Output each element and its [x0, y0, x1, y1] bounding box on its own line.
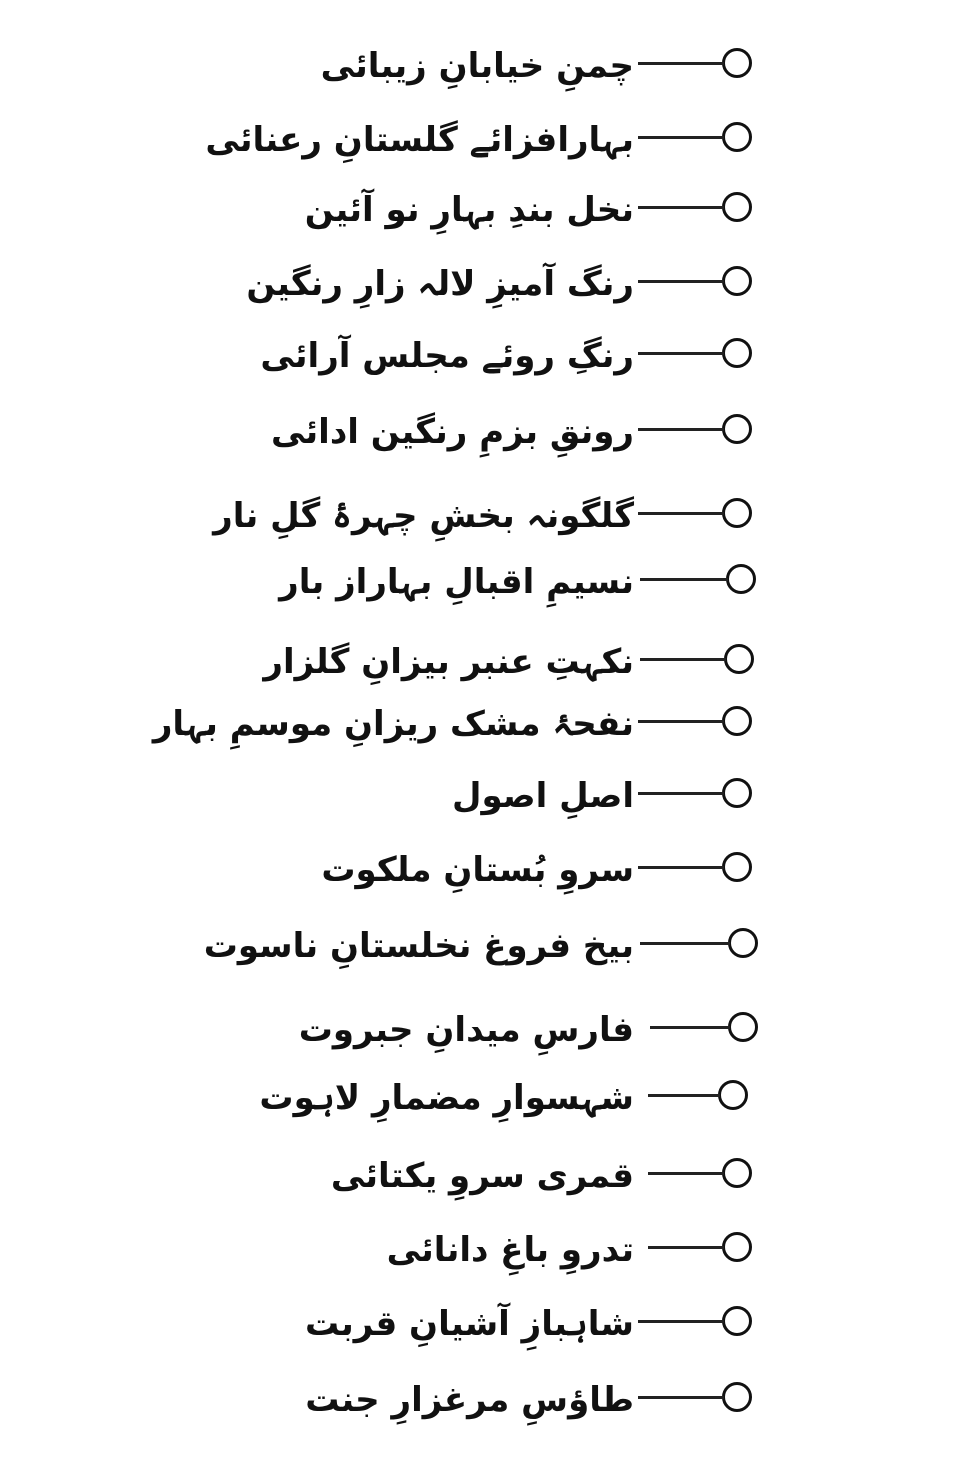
leader-line: [638, 720, 724, 723]
list-item: [0, 110, 960, 170]
circle-bullet-icon: [722, 1306, 752, 1336]
item-label: بہارافزائے گلستانِ رعنائی: [205, 120, 634, 160]
item-label: نفحۂ مشک ریزانِ موسمِ بہار: [152, 704, 634, 744]
leader-line: [638, 206, 724, 209]
leader-line: [638, 136, 724, 139]
item-label: طاؤسِ مرغزارِ جنت: [305, 1380, 634, 1420]
circle-bullet-icon: [722, 852, 752, 882]
leader-line: [638, 792, 724, 795]
list-item: [0, 36, 960, 96]
list-item: [0, 1000, 960, 1060]
item-label: نکہتِ عنبر بیزانِ گلزار: [263, 642, 634, 682]
leader-line: [638, 1320, 724, 1323]
list-item: [0, 632, 960, 692]
circle-bullet-icon: [722, 48, 752, 78]
list-item: [0, 486, 960, 546]
list-item: [0, 694, 960, 754]
circle-bullet-icon: [722, 338, 752, 368]
circle-bullet-icon: [722, 778, 752, 808]
list-item: [0, 1370, 960, 1430]
leader-line: [638, 62, 724, 65]
leader-line: [648, 1094, 720, 1097]
item-label: شہسوارِ مضمارِ لاہوت: [259, 1078, 634, 1118]
list-item: [0, 254, 960, 314]
leader-line: [640, 942, 730, 945]
circle-bullet-icon: [728, 1012, 758, 1042]
leader-line: [638, 280, 724, 283]
circle-bullet-icon: [722, 1232, 752, 1262]
circle-bullet-icon: [722, 1382, 752, 1412]
list-item: [0, 552, 960, 612]
leader-line: [638, 428, 724, 431]
leader-line: [638, 352, 724, 355]
list-item: [0, 180, 960, 240]
item-label: رنگِ روئے مجلس آرائی: [260, 336, 634, 376]
leader-line: [648, 1172, 724, 1175]
circle-bullet-icon: [722, 1158, 752, 1188]
item-label: بیخ فروغ نخلستانِ ناسوت: [203, 926, 634, 966]
list-item: [0, 916, 960, 976]
leader-line: [638, 1396, 724, 1399]
list-item: [0, 1294, 960, 1354]
circle-bullet-icon: [718, 1080, 748, 1110]
circle-bullet-icon: [724, 644, 754, 674]
circle-bullet-icon: [728, 928, 758, 958]
list-item: [0, 326, 960, 386]
item-label: سروِ بُستانِ ملکوت: [321, 850, 634, 890]
item-label: تدروِ باغِ دانائی: [386, 1230, 634, 1270]
leader-line: [640, 658, 726, 661]
list-item: [0, 1220, 960, 1280]
item-label: قمری سروِ یکتائی: [330, 1156, 634, 1196]
circle-bullet-icon: [726, 564, 756, 594]
circle-bullet-icon: [722, 414, 752, 444]
circle-bullet-icon: [722, 122, 752, 152]
list-item: [0, 402, 960, 462]
item-label: رونقِ بزمِ رنگین ادائی: [271, 412, 634, 452]
item-label: گلگونہ بخشِ چہرۂ گلِ نار: [213, 496, 634, 536]
item-label: شاہبازِ آشیانِ قربت: [305, 1304, 634, 1344]
circle-bullet-icon: [722, 266, 752, 296]
list-item: [0, 1068, 960, 1128]
circle-bullet-icon: [722, 498, 752, 528]
leader-line: [638, 866, 724, 869]
item-label: رنگ آمیزِ لالہ زارِ رنگین: [246, 264, 634, 304]
item-label: نسیمِ اقبالِ بہاراز بار: [279, 562, 634, 602]
leader-line: [638, 512, 724, 515]
item-label: نخل بندِ بہارِ نو آئین: [304, 190, 634, 230]
list-item: [0, 1146, 960, 1206]
circle-bullet-icon: [722, 706, 752, 736]
leader-line: [648, 1246, 724, 1249]
item-label: فارسِ میدانِ جبروت: [298, 1010, 634, 1050]
leader-line: [640, 578, 728, 581]
item-label: چمنِ خیابانِ زیبائی: [320, 46, 634, 86]
item-label: اصلِ اصول: [451, 776, 634, 816]
circle-bullet-icon: [722, 192, 752, 222]
list-item: [0, 840, 960, 900]
list-item: [0, 766, 960, 826]
leader-line: [650, 1026, 730, 1029]
